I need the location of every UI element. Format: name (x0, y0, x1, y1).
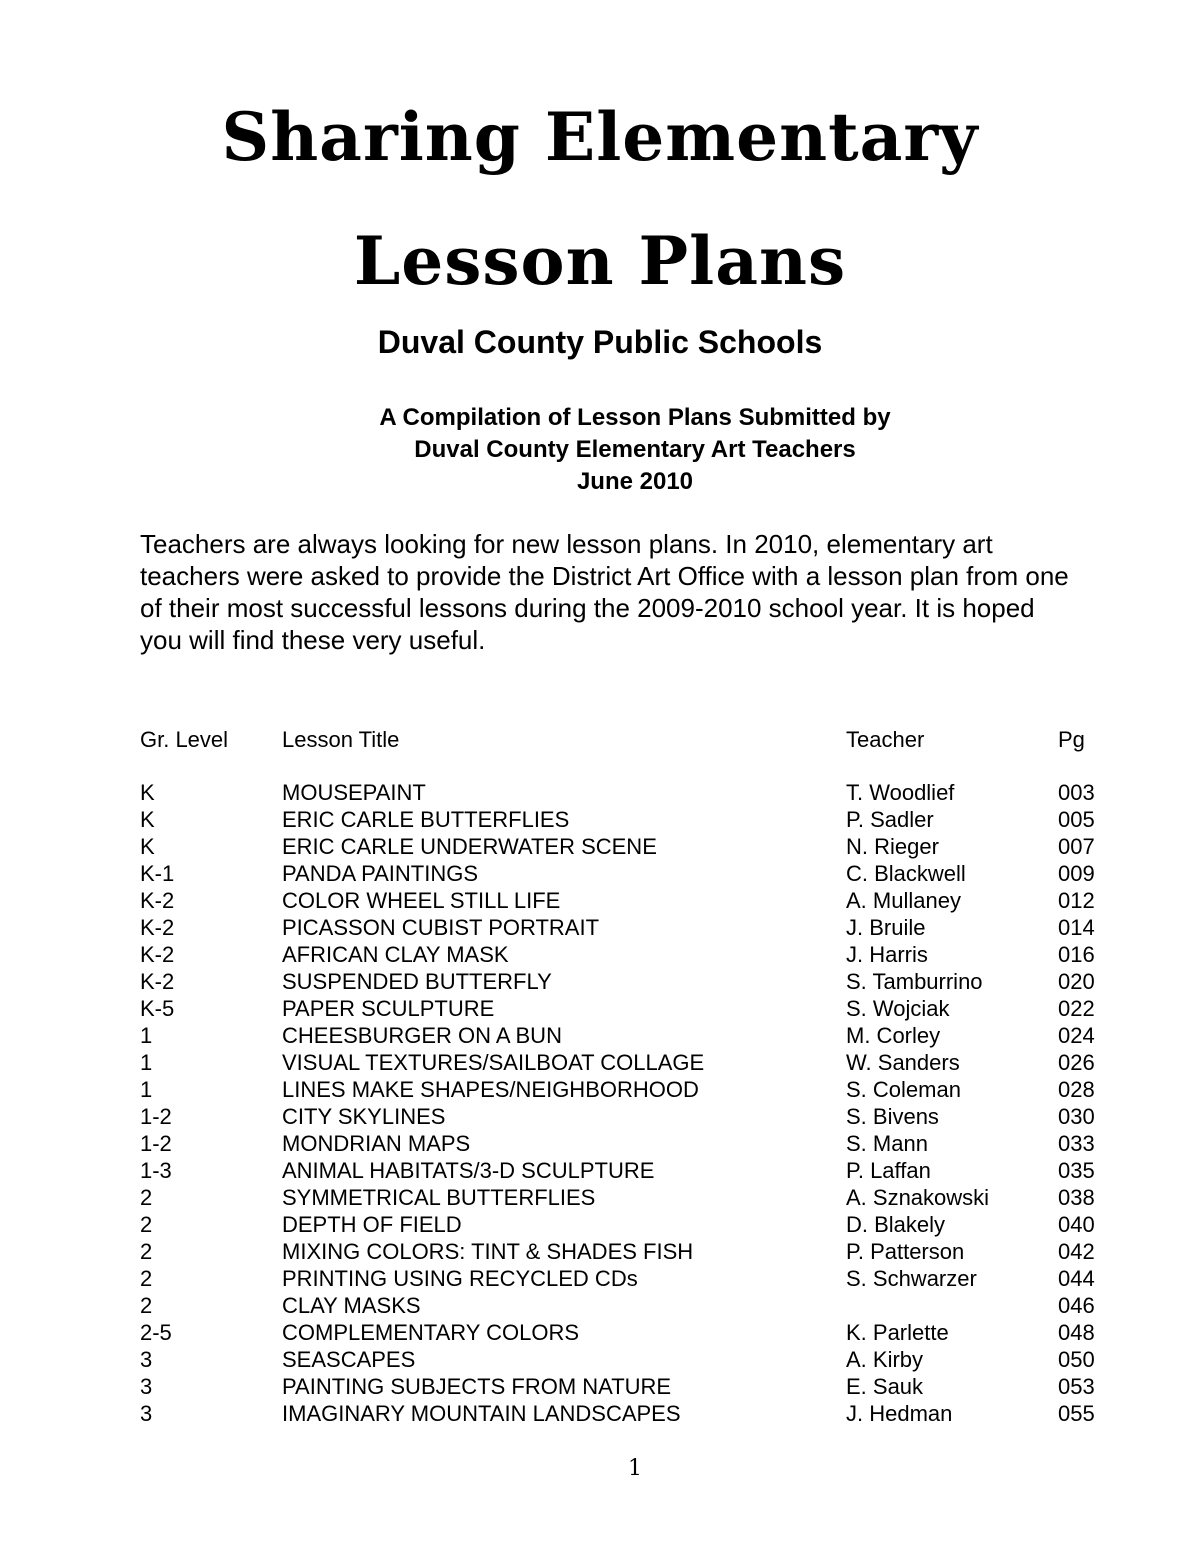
lesson-title-cell: PICASSON CUBIST PORTRAIT (282, 915, 600, 940)
table-row (140, 1292, 1140, 1319)
table-row (140, 1130, 1140, 1157)
page-cell: 030 (1058, 1104, 1095, 1129)
page-cell: 014 (1058, 915, 1095, 940)
table-row (140, 968, 1140, 995)
grade-level-cell: 1 (140, 1050, 153, 1075)
lesson-title-cell: LINES MAKE SHAPES/NEIGHBORHOOD (282, 1077, 699, 1102)
grade-level-cell: 1 (140, 1077, 153, 1102)
page-cell: 022 (1058, 996, 1095, 1021)
teacher-cell: N. Rieger (846, 834, 939, 859)
page-cell: 026 (1058, 1050, 1095, 1075)
intro-line: teachers were asked to provide the District Art Office with a lesson plan from one (140, 561, 1069, 591)
table-row (140, 860, 1140, 887)
page-cell: 053 (1058, 1374, 1095, 1399)
lesson-title-cell: MIXING COLORS: TINT & SHADES FISH (282, 1239, 694, 1264)
grade-level-cell: 2 (140, 1266, 153, 1291)
table-row (140, 1265, 1140, 1292)
grade-level-cell: 1 (140, 1023, 153, 1048)
compilation-line-1: A Compilation of Lesson Plans Submitted by (379, 404, 891, 431)
table-row (140, 1319, 1140, 1346)
page-cell: 042 (1058, 1239, 1095, 1264)
table-row (140, 779, 1140, 806)
intro-line: you will find these very useful. (140, 625, 486, 655)
teacher-cell: D. Blakely (846, 1212, 946, 1237)
lesson-title-cell: DEPTH OF FIELD (282, 1212, 462, 1237)
grade-level-cell: 1-3 (140, 1158, 172, 1183)
page-cell: 020 (1058, 969, 1095, 994)
page-cell: 016 (1058, 942, 1095, 967)
lesson-title-cell: CLAY MASKS (282, 1293, 421, 1318)
page-cell: 048 (1058, 1320, 1095, 1345)
teacher-cell: P. Laffan (846, 1158, 931, 1183)
lesson-title-cell: AFRICAN CLAY MASK (282, 942, 509, 967)
table-row (140, 887, 1140, 914)
lesson-title-cell: ERIC CARLE UNDERWATER SCENE (282, 834, 657, 859)
grade-level-cell: 3 (140, 1347, 153, 1372)
lesson-title-cell: COMPLEMENTARY COLORS (282, 1320, 580, 1345)
lesson-table-header (140, 726, 1140, 753)
compilation-heading (0, 402, 1200, 498)
lesson-title-cell: SUSPENDED BUTTERFLY (282, 969, 552, 994)
grade-level-cell: K-2 (140, 969, 175, 994)
grade-level-cell: 2 (140, 1293, 153, 1318)
lesson-title-cell: VISUAL TEXTURES/SAILBOAT COLLAGE (282, 1050, 705, 1075)
intro-paragraph (140, 528, 1140, 656)
teacher-cell: S. Tamburrino (846, 969, 983, 994)
compilation-line-2: Duval County Elementary Art Teachers (414, 436, 856, 463)
table-row (140, 1400, 1140, 1427)
table-row (140, 1238, 1140, 1265)
lesson-title-cell: PANDA PAINTINGS (282, 861, 479, 886)
page-cell: 040 (1058, 1212, 1095, 1237)
page-title-line-1: Sharing Elementary (221, 98, 979, 176)
table-row (140, 1157, 1140, 1184)
table-row (140, 1049, 1140, 1076)
intro-line: Teachers are always looking for new lesson plans. In 2010, elementary art (140, 529, 993, 559)
lesson-title-cell: PAPER SCULPTURE (282, 996, 495, 1021)
table-row (140, 806, 1140, 833)
teacher-cell: T. Woodlief (846, 780, 955, 805)
lesson-title-cell: MOUSEPAINT (282, 780, 426, 805)
lesson-title-cell: CHEESBURGER ON A BUN (282, 1023, 562, 1048)
header-page: Pg (1058, 727, 1085, 752)
teacher-cell: S. Bivens (846, 1104, 939, 1129)
table-row (140, 1346, 1140, 1373)
lesson-table-body (140, 779, 1140, 1427)
page-cell: 055 (1058, 1401, 1095, 1426)
header-teacher: Teacher (846, 727, 925, 752)
teacher-cell: J. Bruile (846, 915, 926, 940)
teacher-cell: W. Sanders (846, 1050, 960, 1075)
teacher-cell: J. Harris (846, 942, 928, 967)
grade-level-cell: 2 (140, 1239, 153, 1264)
table-row (140, 1211, 1140, 1238)
grade-level-cell: K-5 (140, 996, 175, 1021)
teacher-cell: E. Sauk (846, 1374, 924, 1399)
lesson-title-cell: PAINTING SUBJECTS FROM NATURE (282, 1374, 672, 1399)
grade-level-cell: 2 (140, 1185, 153, 1210)
page-cell: 009 (1058, 861, 1095, 886)
teacher-cell: A. Sznakowski (846, 1185, 990, 1210)
grade-level-cell: 2 (140, 1212, 153, 1237)
page-cell: 012 (1058, 888, 1095, 913)
teacher-cell: K. Parlette (846, 1320, 949, 1345)
page-cell: 033 (1058, 1131, 1095, 1156)
page-cell: 044 (1058, 1266, 1095, 1291)
page-cell: 003 (1058, 780, 1095, 805)
page-cell: 024 (1058, 1023, 1095, 1048)
teacher-cell: S. Mann (846, 1131, 928, 1156)
page-cell: 005 (1058, 807, 1095, 832)
grade-level-cell: K-2 (140, 888, 175, 913)
table-row (140, 1103, 1140, 1130)
teacher-cell: J. Hedman (846, 1401, 953, 1426)
grade-level-cell: K (140, 780, 155, 805)
teacher-cell: A. Kirby (846, 1347, 924, 1372)
page-cell: 028 (1058, 1077, 1095, 1102)
table-row (140, 1076, 1140, 1103)
grade-level-cell: K (140, 834, 155, 859)
grade-level-cell: K (140, 807, 155, 832)
teacher-cell: P. Patterson (846, 1239, 965, 1264)
page-number: 1 (628, 1456, 642, 1481)
teacher-cell: S. Coleman (846, 1077, 961, 1102)
teacher-cell: S. Schwarzer (846, 1266, 977, 1291)
table-row (140, 914, 1140, 941)
table-row (140, 1022, 1140, 1049)
lesson-title-cell: SYMMETRICAL BUTTERFLIES (282, 1185, 596, 1210)
lesson-title-cell: COLOR WHEEL STILL LIFE (282, 888, 561, 913)
page-cell: 050 (1058, 1347, 1095, 1372)
teacher-cell: C. Blackwell (846, 861, 966, 886)
page-title-line-2: Lesson Plans (353, 222, 847, 300)
teacher-cell: A. Mullaney (846, 888, 961, 913)
lesson-table (140, 726, 1140, 1427)
lesson-title-cell: PRINTING USING RECYCLED CDs (282, 1266, 638, 1291)
page-cell: 038 (1058, 1185, 1095, 1210)
lesson-title-cell: IMAGINARY MOUNTAIN LANDSCAPES (282, 1401, 681, 1426)
compilation-date: June 2010 (576, 468, 694, 495)
header-grade-level: Gr. Level (140, 727, 229, 752)
grade-level-cell: 3 (140, 1401, 153, 1426)
lesson-title-cell: ANIMAL HABITATS/3-D SCULPTURE (282, 1158, 655, 1183)
table-row (140, 1373, 1140, 1400)
page-cell: 035 (1058, 1158, 1095, 1183)
grade-level-cell: 2-5 (140, 1320, 172, 1345)
table-row (140, 1184, 1140, 1211)
grade-level-cell: 1-2 (140, 1104, 172, 1129)
grade-level-cell: 3 (140, 1374, 153, 1399)
table-row (140, 833, 1140, 860)
teacher-cell: M. Corley (846, 1023, 941, 1048)
teacher-cell: S. Wojciak (846, 996, 950, 1021)
lesson-title-cell: ERIC CARLE BUTTERFLIES (282, 807, 570, 832)
district-subtitle: Duval County Public Schools (377, 324, 823, 360)
teacher-cell: P. Sadler (846, 807, 934, 832)
grade-level-cell: K-2 (140, 942, 175, 967)
lesson-title-cell: MONDRIAN MAPS (282, 1131, 471, 1156)
table-row (140, 941, 1140, 968)
table-row (140, 995, 1140, 1022)
grade-level-cell: K-2 (140, 915, 175, 940)
lesson-title-cell: SEASCAPES (282, 1347, 416, 1372)
grade-level-cell: 1-2 (140, 1131, 172, 1156)
page-cell: 046 (1058, 1293, 1095, 1318)
grade-level-cell: K-1 (140, 861, 175, 886)
header-lesson-title: Lesson Title (282, 727, 400, 752)
intro-line: of their most successful lessons during the 2009-2010 school year. It is hoped (140, 593, 1035, 623)
page-cell: 007 (1058, 834, 1095, 859)
lesson-title-cell: CITY SKYLINES (282, 1104, 446, 1129)
